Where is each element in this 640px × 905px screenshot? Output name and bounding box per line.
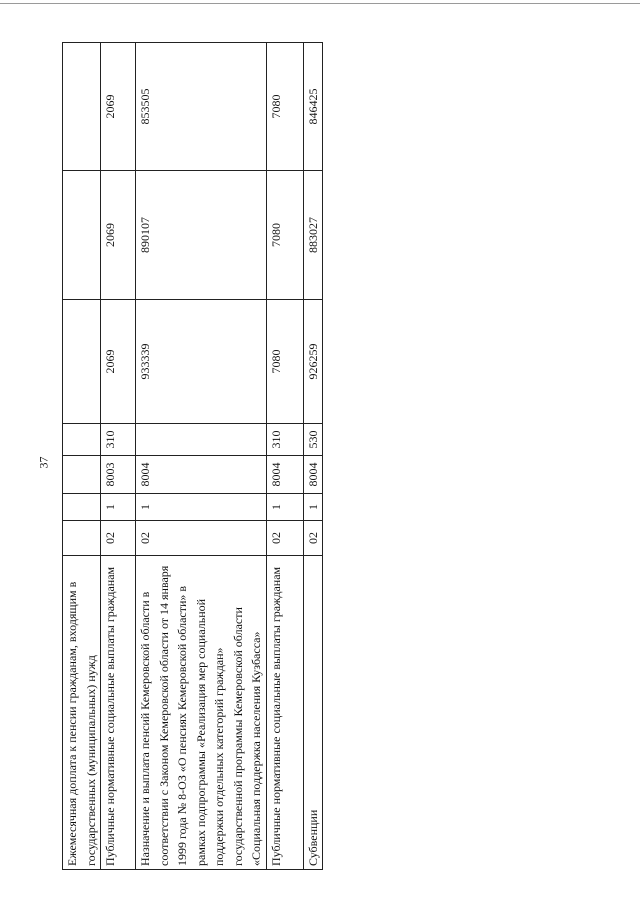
razdel-cell: 02 (266, 521, 303, 556)
vr-cell: 530 (303, 424, 323, 456)
podrazdel-cell: 1 (266, 494, 303, 521)
row-name: Назначение и выплата пенсий Кемеровской области в соответствии с Законом Кемеровской области от 14 января 1999 года № 8-ОЗ «О пенсиях Кемеровской области» в рамках подпрограммы «Реализация мер социальной поддержки отдельных категорий граждан» государственной программы Кемеровской области «Социальная поддержка населения Кузбасса» (136, 556, 267, 870)
amount-1-cell: 2069 (101, 300, 136, 424)
csr-cell: 8003 (101, 456, 136, 494)
amount-1-cell: 933339 (136, 300, 267, 424)
razdel-cell: 02 (303, 521, 323, 556)
amount-1-cell: 7080 (266, 300, 303, 424)
row-name: Публичные нормативные социальные выплаты гражданам (266, 556, 303, 870)
vr-cell (136, 424, 267, 456)
row-name: Ежемесячная доплата к пенсии гражданам, входящим в государственных (муниципальных) нужд (63, 556, 101, 870)
amount-2-cell: 7080 (266, 171, 303, 300)
vr-cell: 310 (266, 424, 303, 456)
table-row (136, 43, 267, 870)
amount-2-cell: 883027 (303, 171, 323, 300)
row-name: Публичные нормативные социальные выплаты гражданам (101, 556, 136, 870)
amount-2-cell: 890107 (136, 171, 267, 300)
razdel-cell: 02 (136, 521, 267, 556)
amount-3-cell: 7080 (266, 43, 303, 171)
amount-2-cell: 2069 (101, 171, 136, 300)
csr-cell: 8004 (266, 456, 303, 494)
amount-3-cell: 846425 (303, 43, 323, 171)
budget-table (62, 42, 323, 870)
razdel-cell (63, 521, 101, 556)
podrazdel-cell: 1 (136, 494, 267, 521)
amount-3-cell (63, 43, 101, 171)
rotated-table-wrapper (62, 43, 320, 870)
csr-cell: 8004 (136, 456, 267, 494)
row-name: Субвенции (303, 556, 323, 870)
csr-cell (63, 456, 101, 494)
table-row (101, 43, 136, 870)
csr-cell: 8004 (303, 456, 323, 494)
amount-3-cell: 2069 (101, 43, 136, 171)
page-number: 37 (36, 456, 51, 469)
table-row (266, 43, 303, 870)
table-row (303, 43, 323, 870)
podrazdel-cell: 1 (303, 494, 323, 521)
vr-cell (63, 424, 101, 456)
table-row (63, 43, 101, 870)
amount-1-cell: 926259 (303, 300, 323, 424)
vr-cell: 310 (101, 424, 136, 456)
podrazdel-cell (63, 494, 101, 521)
amount-3-cell: 853505 (136, 43, 267, 171)
top-rule (0, 3, 640, 4)
amount-2-cell (63, 171, 101, 300)
razdel-cell: 02 (101, 521, 136, 556)
podrazdel-cell: 1 (101, 494, 136, 521)
amount-1-cell (63, 300, 101, 424)
